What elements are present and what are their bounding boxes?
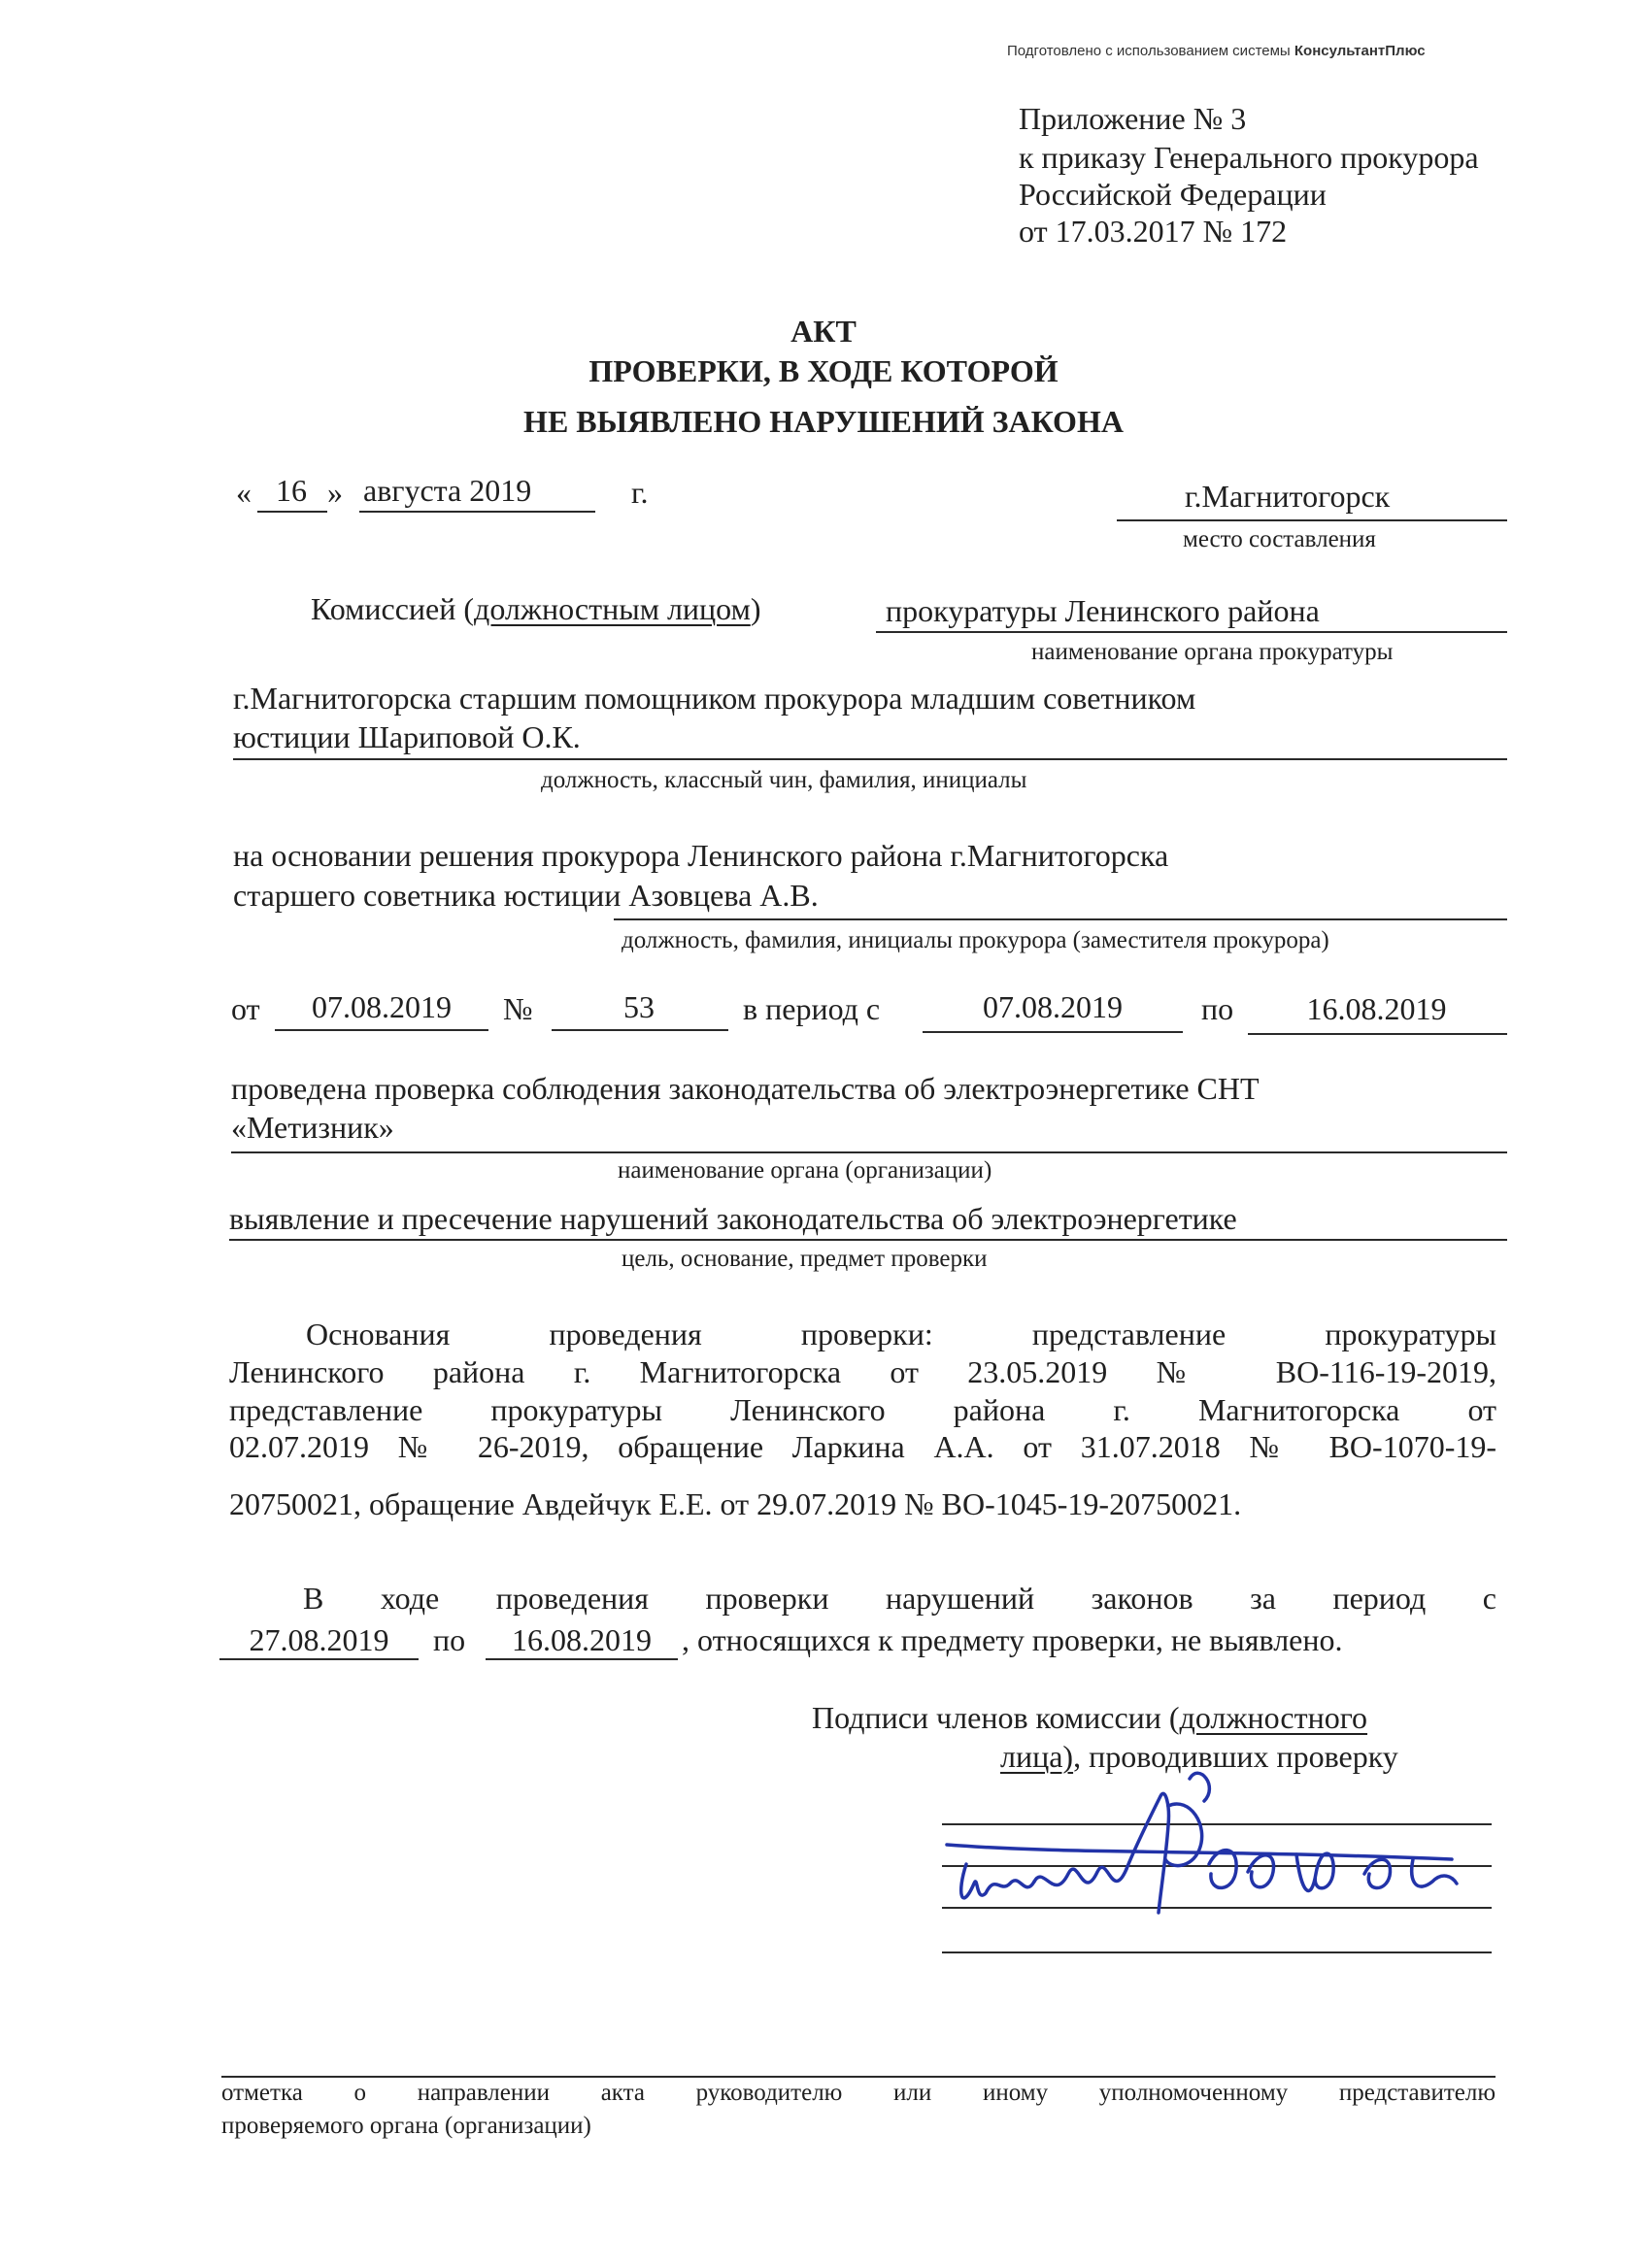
commission-underlined: должностным лицом <box>474 591 751 626</box>
result-start-underline <box>219 1658 419 1660</box>
result-period-start: 27.08.2019 <box>249 1622 389 1657</box>
decision-num-label: № <box>503 991 533 1026</box>
inspection-underline <box>231 1151 1507 1153</box>
title-line-1: АКТ <box>790 314 857 349</box>
commission-lead <box>311 590 760 627</box>
signatures-prefix: Подписи членов комиссии ( <box>812 1700 1180 1735</box>
commission-organ: прокуратуры Ленинского района <box>886 593 1320 628</box>
place-underline <box>1117 519 1507 521</box>
grounds-line-3: представление прокуратуры Ленинского района г. Магнитогорска от <box>229 1392 1496 1427</box>
grounds-line-4: 02.07.2019 № 26-2019, обращение Ларкина А.А. от 31.07.2018 № ВО-1070-19- <box>229 1429 1496 1464</box>
commission-caption: должность, классный чин, фамилия, инициалы <box>541 767 1027 793</box>
footer-line <box>221 2076 1496 2078</box>
purpose-caption: цель, основание, предмет проверки <box>622 1246 988 1272</box>
date-close-quote: » <box>327 475 343 510</box>
date-day: 16 <box>276 473 307 508</box>
appendix-line-4: от 17.03.2017 № 172 <box>1019 214 1288 249</box>
inspection-line-2: «Метизник» <box>231 1110 394 1145</box>
period-start-underline <box>923 1031 1183 1033</box>
commission-lead-text: Комиссией ( <box>311 591 475 626</box>
basis-underline <box>614 918 1507 920</box>
result-end-underline <box>486 1658 678 1660</box>
appendix-line-3: Российской Федерации <box>1019 177 1327 212</box>
signatures-suffix: , проводивших проверку <box>1073 1739 1398 1774</box>
appendix-line-2: к приказу Генерального прокурора <box>1019 140 1479 175</box>
basis-line-1: на основании решения прокурора Ленинского района г.Магнитогорска <box>233 838 1169 873</box>
grounds-line-5: 20750021, обращение Авдейчук Е.Е. от 29.07.2019 № ВО-1045-19-20750021. <box>229 1486 1242 1521</box>
signatures-underlined-2: лица) <box>1000 1739 1074 1774</box>
organ-underline <box>876 631 1507 633</box>
appendix-line-1: Приложение № 3 <box>1019 101 1247 136</box>
date-month-year: августа 2019 <box>363 473 532 508</box>
decision-period-label: в период с <box>743 991 881 1026</box>
result-period-end: 16.08.2019 <box>512 1622 652 1657</box>
commission-line-2: г.Магнитогорска старшим помощником прокурора младшим советником <box>233 681 1196 716</box>
commission-underline <box>233 758 1507 760</box>
basis-caption: должность, фамилия, инициалы прокурора (заместителя прокурора) <box>622 927 1329 953</box>
date-year-suffix: г. <box>631 475 649 510</box>
result-to-label: по <box>433 1622 466 1657</box>
footer-line-1: отметка о направлении акта руководителю или иному уполномоченному представителю <box>221 2080 1496 2106</box>
decision-period-start: 07.08.2019 <box>983 989 1123 1024</box>
result-tail: , относящихся к предмету проверки, не выявлено. <box>682 1622 1343 1657</box>
signature-line-4 <box>942 1951 1492 1953</box>
period-end-underline <box>1248 1033 1507 1035</box>
note-brand: КонсультантПлюс <box>1294 43 1426 59</box>
decision-date-underline <box>275 1029 488 1031</box>
signatures-underlined-1: должностного <box>1179 1700 1368 1735</box>
handwritten-signature <box>927 1757 1471 1951</box>
inspection-line-1: проведена проверка соблюдения законодательства об электроэнергетике СНТ <box>231 1071 1260 1106</box>
note-prefix: Подготовлено с использованием системы <box>1007 43 1291 59</box>
inspection-purpose: выявление и пресечение нарушений законодательства об электроэнергетике <box>229 1201 1237 1236</box>
footer-line-2: проверяемого органа (организации) <box>221 2113 591 2139</box>
date-open-quote: « <box>236 475 252 510</box>
title-line-2: ПРОВЕРКИ, В ХОДЕ КОТОРОЙ <box>588 353 1059 388</box>
decision-number-underline <box>552 1029 728 1031</box>
title-line-3: НЕ ВЫЯВЛЕНО НАРУШЕНИЙ ЗАКОНА <box>523 404 1124 439</box>
consultant-plus-note <box>1007 43 1426 59</box>
commission-close: ) <box>750 591 761 626</box>
purpose-underline <box>229 1239 1507 1241</box>
decision-number: 53 <box>623 989 655 1024</box>
decision-to-label: по <box>1201 991 1234 1026</box>
inspection-caption: наименование органа (организации) <box>618 1157 992 1184</box>
place-caption: место составления <box>1183 526 1376 552</box>
grounds-line-1: Основания проведения проверки: представление прокуратуры <box>306 1317 1496 1351</box>
month-underline <box>359 511 595 513</box>
decision-date: 07.08.2019 <box>312 989 452 1024</box>
signatures-caption-line-1 <box>812 1699 1367 1736</box>
organ-caption: наименование органа прокуратуры <box>1031 639 1394 665</box>
decision-from-label: от <box>231 991 260 1026</box>
result-line-1: В ходе проведения проверки нарушений законов за период с <box>303 1581 1496 1616</box>
place-value: г.Магнитогорск <box>1185 479 1391 514</box>
grounds-line-2: Ленинского района г. Магнитогорска от 23.05.2019 № ВО-116-19-2019, <box>229 1354 1496 1389</box>
commission-line-3: юстиции Шариповой О.К. <box>233 719 581 754</box>
day-underline <box>257 511 327 513</box>
basis-line-2: старшего советника юстиции Азовцева А.В. <box>233 878 819 913</box>
decision-period-end: 16.08.2019 <box>1306 991 1447 1026</box>
